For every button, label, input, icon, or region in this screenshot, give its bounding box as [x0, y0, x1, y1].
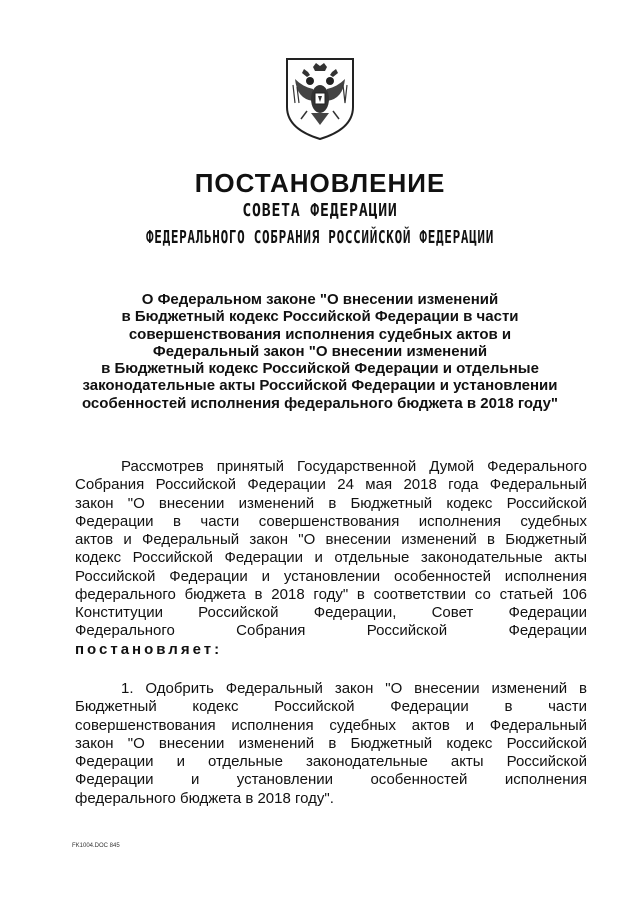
document-code: FK1004.DOC 845: [72, 843, 120, 849]
heading-line: Федеральный закон "О внесении изменений: [152, 342, 488, 360]
paragraph-line: 1. Одобрить Федеральный закон "О внесении изменений в: [121, 680, 587, 697]
paragraph-line: Федерации и установлении особенностей исполнения: [75, 771, 587, 789]
heading-line: О Федеральном законе "О внесении изменений: [141, 291, 499, 308]
article-1-paragraph: [75, 680, 587, 808]
issuer-line-2: ФЕДЕРАЛЬНОГО СОБРАНИЯ РОССИЙСКОЙ ФЕДЕРАЦИИ: [145, 227, 495, 248]
heading-line: законодательные акты Российской Федерации и установлении: [82, 377, 558, 395]
issuer-line-1: СОВЕТА ФЕДЕРАЦИИ: [242, 200, 398, 221]
paragraph-line: закон "О внесении изменений в Бюджетный кодекс Российской: [75, 734, 587, 752]
heading-line: в Бюджетный кодекс Российской Федерации в части: [121, 308, 519, 326]
paragraph-line: федерального бюджета в 2018 году" в соответствии со статьей 106: [75, 585, 587, 603]
coat-of-arms-emblem-icon: [283, 55, 357, 141]
paragraph-line: Бюджетный кодекс Российской Федерации в части: [75, 698, 587, 716]
document-title: ПОСТАНОВЛЕНИЕ: [194, 168, 446, 198]
paragraph-line: федерального бюджета в 2018 году".: [75, 789, 334, 807]
paragraph-line: кодекс Российской Федерации и отдельные законодательные акты: [75, 549, 587, 567]
paragraph-line: Федерального Собрания Российской Федерации: [75, 622, 587, 640]
paragraph-line: Конституции Российской Федерации, Совет Федерации: [75, 604, 587, 621]
resolution-heading: [60, 291, 580, 412]
paragraph-line: Рассмотрев принятый Государственной Думой Федерального: [121, 458, 587, 475]
paragraph-line: актов и Федеральный закон "О внесении изменений в Бюджетный: [75, 531, 587, 548]
heading-line: в Бюджетный кодекс Российской Федерации и отдельные: [101, 360, 539, 378]
paragraph-line: совершенствования исполнения судебных актов и Федеральный: [75, 716, 587, 734]
paragraph-line: Федерации и отдельные законодательные акты Российской: [75, 753, 587, 770]
paragraph-line: Федерации в части совершенствования исполнения судебных: [75, 512, 587, 530]
paragraph-line: Собрания Российской Федерации 24 мая 2018 года Федеральный: [75, 476, 587, 494]
paragraph-line: Российской Федерации и установлении особенностей исполнения: [75, 567, 587, 585]
paragraph-line: закон "О внесении изменений в Бюджетный кодекс Российской: [75, 494, 587, 512]
heading-line: совершенствования исполнения судебных актов и: [128, 325, 512, 343]
heading-line: особенностей исполнения федерального бюджета в 2018 году": [81, 394, 559, 412]
resolves-word: постановляет:: [75, 640, 223, 658]
preamble-paragraph: [75, 458, 587, 659]
